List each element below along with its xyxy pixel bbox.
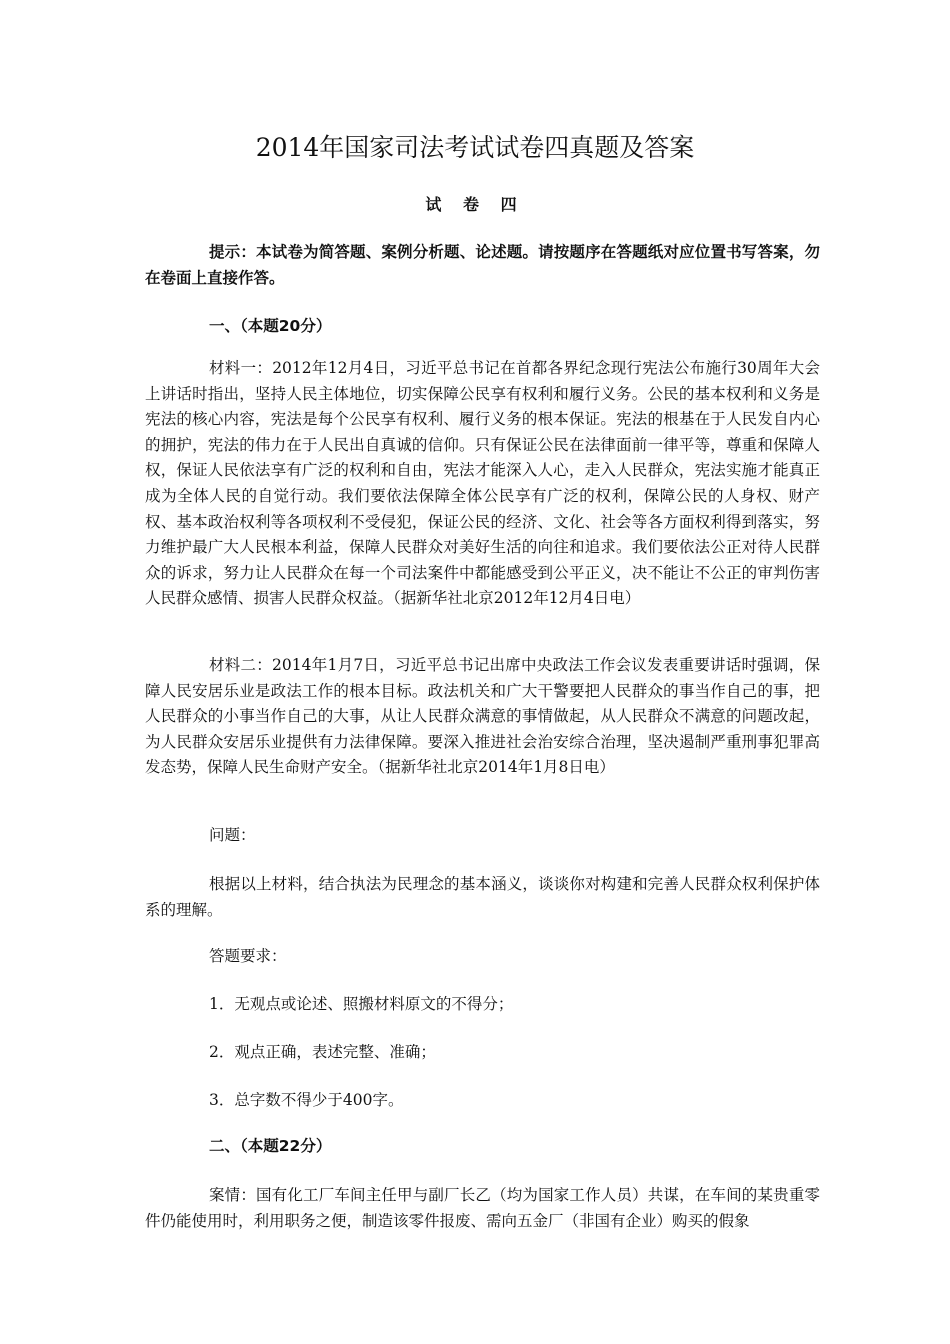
- requirement-item-3: 3．总字数不得少于400字。: [209, 1091, 404, 1109]
- requirements-label: 答题要求：: [209, 947, 287, 965]
- document-subtitle: 试 卷 四: [425, 195, 525, 214]
- requirement-item-2: 2．观点正确，表述完整、准确；: [209, 1043, 436, 1061]
- requirement-item-1: 1．无观点或论述、照搬材料原文的不得分；: [209, 995, 514, 1013]
- section-2-heading: 二、（本题22分）: [209, 1137, 332, 1155]
- section-1-heading: 一、（本题20分）: [209, 317, 332, 335]
- case-paragraph: 案情：国有化工厂车间主任甲与副厂长乙（均为国家工作人员）共谋，在车间的某贵重零件仍能使用时，利用职务之便，制造该零件报废、需向五金厂（非国有企业）购买的假象: [145, 1186, 820, 1230]
- document-title: 2014年国家司法考试试卷四真题及答案: [255, 133, 695, 162]
- material-1-paragraph: 材料一：2012年12月4日，习近平总书记在首都各界纪念现行宪法公布施行30周年大会上讲话时指出，坚持人民主体地位，切实保障公民享有权利和履行义务。公民的基本权利和义务是宪法的核心内容，宪法是每个公民享有权利、履行义务的根本保证。宪法的根基在于人民发自内心的拥护，宪法的伟力在于人民出自真诚的信仰。只有保证公民在法律面前一律平等，尊重和保障人权，保证人民依法享有广泛的权利和自由，宪法才能深入人心，走入人民群众，宪法实施才能真正成为全体人民的自觉行动。我们要依法保障全体公民享有广泛的权利，保障公民的人身权、财产权、基本政治权利等各项权利不受侵犯，保证公民的经济、文化、社会等各方面权利得到落实，努力维护最广大人民根本利益，保障人民群众对美好生活的向往和追求。我们要依法公正对待人民群众的诉求，努力让人民群众在每一个司法案件中都能感受到公平正义，决不能让不公正的审判伤害人民群众感情、损害人民群众权益。（据新华社北京2012年12月4日电）: [145, 359, 820, 608]
- question-text: 根据以上材料，结合执法为民理念的基本涵义，谈谈你对构建和完善人民群众权利保护体系的理解。: [145, 875, 820, 919]
- material-2-paragraph: 材料二：2014年1月7日，习近平总书记出席中央政法工作会议发表重要讲话时强调，保障人民安居乐业是政法工作的根本目标。政法机关和广大干警要把人民群众的事当作自己的事，把人民群众的小事当作自己的大事，从让人民群众满意的事情做起，从人民群众不满意的问题改起，为人民群众安居乐业提供有力法律保障。要深入推进社会治安综合治理，坚决遏制严重刑事犯罪高发态势，保障人民生命财产安全。（据新华社北京2014年1月8日电）: [145, 656, 820, 777]
- notice-paragraph: 提示：本试卷为简答题、案例分析题、论述题。请按题序在答题纸对应位置书写答案，勿在卷面上直接作答。: [145, 243, 820, 287]
- question-label: 问题：: [209, 826, 256, 844]
